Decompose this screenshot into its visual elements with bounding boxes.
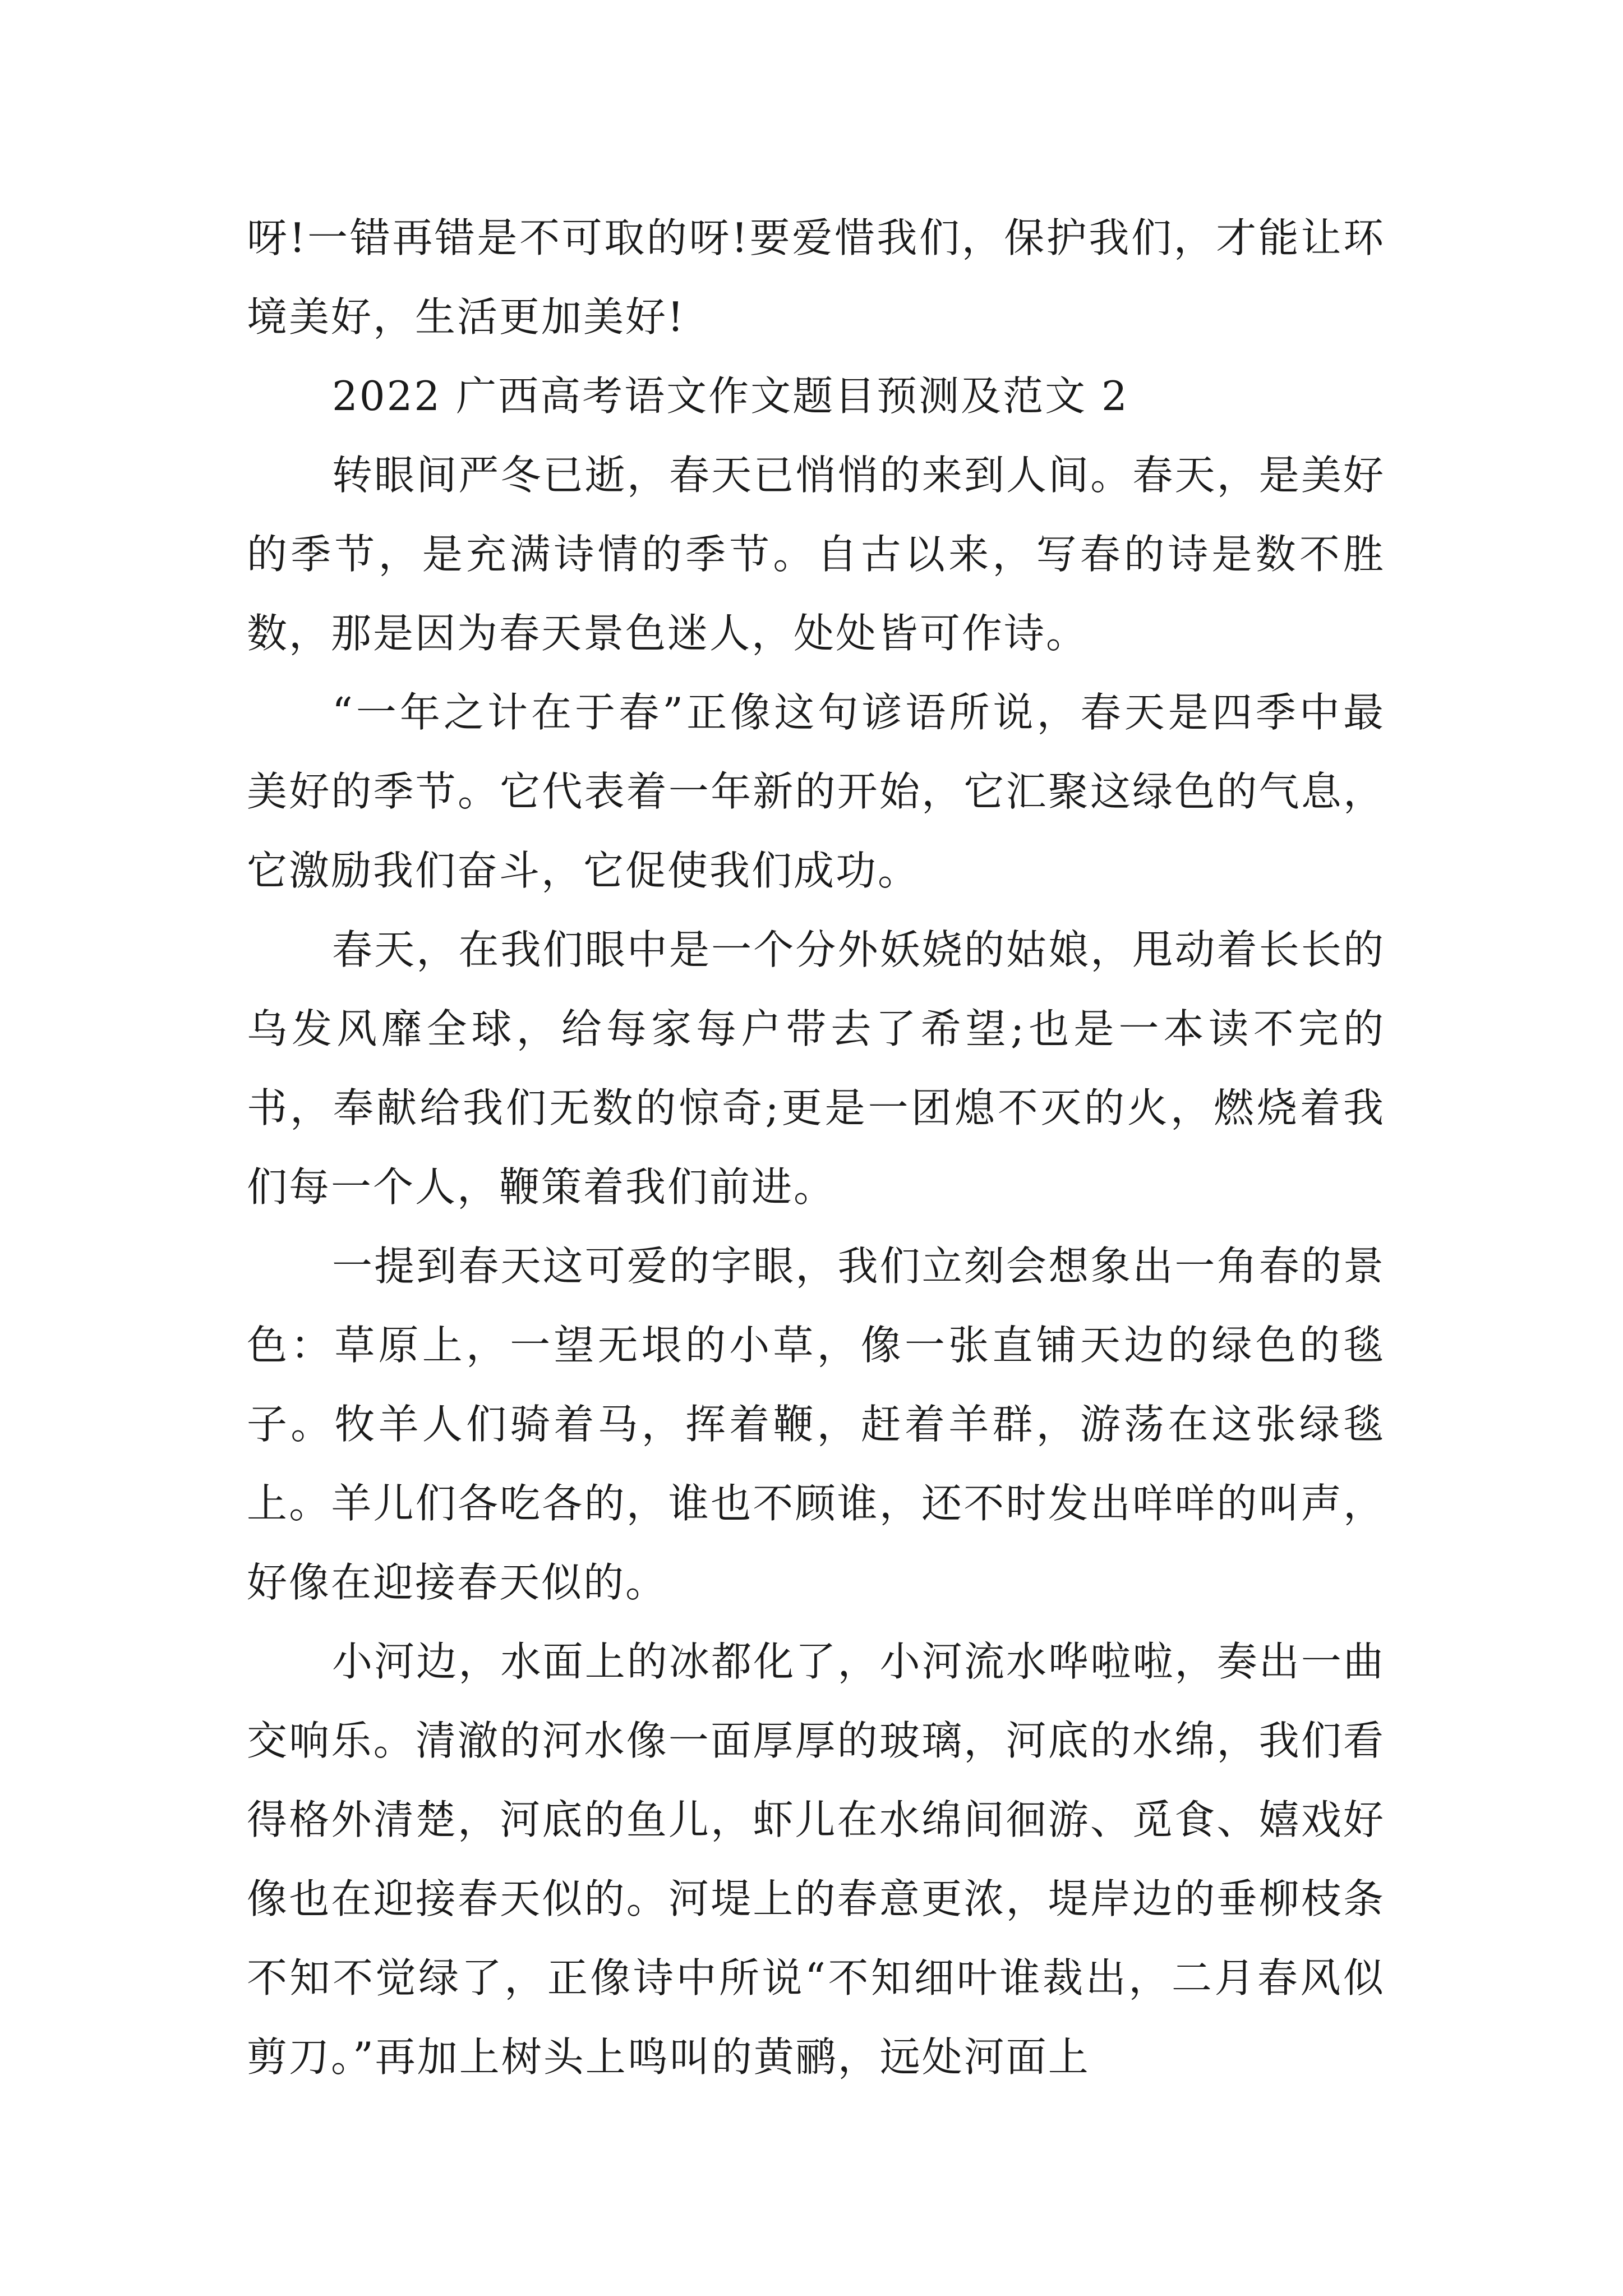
paragraph: 小河边，水面上的冰都化了，小河流水哗啦啦，奏出一曲交响乐。清澈的河水像一面厚厚的玻璃，河底的水绵，我们看得格外清楚，河底的鱼儿，虾儿在水绵间徊游、觅食、嬉戏好像也在迎接春天似的。河堤上的春意更浓，堤岸边的垂柳枝条不知不觉绿了，正像诗中所说“不知细叶谁裁出，二月春风似剪刀。”再加上树头上鸣叫的黄鹂，远处河面上 — [247, 1638, 1385, 2081]
essay-title: 2022 广西高考语文作文题目预测及范文 2 — [332, 372, 1129, 420]
paragraph: “一年之计在于春”正像这句谚语所说，春天是四季中最美好的季节。它代表着一年新的开始，它汇聚这绿色的气息，它激励我们奋斗，它促使我们成功。 — [247, 689, 1385, 894]
paragraph: 转眼间严冬已逝，春天已悄悄的来到人间。春天，是美好的季节，是充满诗情的季节。自古以来，写春的诗是数不胜数，那是因为春天景色迷人，处处皆可作诗。 — [247, 452, 1385, 657]
paragraph-continued: 呀!一错再错是不可取的呀!要爱惜我们，保护我们，才能让环境美好，生活更加美好! — [247, 214, 1385, 341]
paragraph: 一提到春天这可爱的字眼，我们立刻会想象出一角春的景色：草原上，一望无垠的小草，像一张直铺天边的绿色的毯子。牧羊人们骑着马，挥着鞭，赶着羊群，游荡在这张绿毯上。羊儿们各吃各的，谁也不顾谁，还不时发出咩咩的叫声，好像在迎接春天似的。 — [247, 1243, 1385, 1606]
document-body — [247, 199, 1385, 2097]
paragraph: 春天，在我们眼中是一个分外妖娆的姑娘，甩动着长长的乌发风靡全球，给每家每户带去了希望;也是一本读不完的书，奉献给我们无数的惊奇;更是一团熄不灭的火，燃烧着我们每一个人，鞭策着我们前进。 — [247, 926, 1385, 1211]
